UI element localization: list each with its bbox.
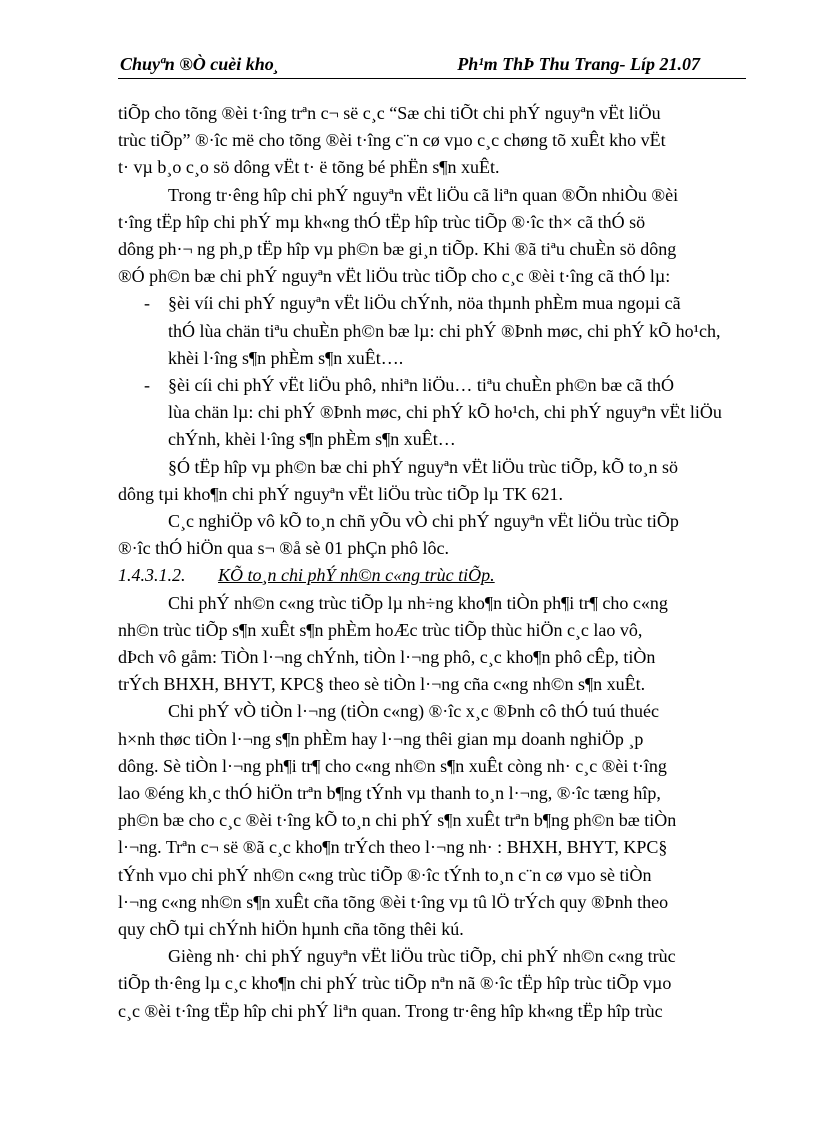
header-author: Ph¹m ThÞ Thu Trang- Líp 21.07: [457, 54, 700, 74]
text-line: Gièng nh· chi phÝ nguyªn vËt liÖu trùc tiÕp, chi phÝ nh©n c«ng trùc: [168, 946, 676, 967]
paragraph-6: [118, 698, 746, 943]
text-line: l·¬ng c«ng nh©n s¶n xuÊt cña tõng ®èi t·îng vµ tû lÖ trÝch quy ®Þnh theo: [118, 891, 669, 912]
text-line: §Ó tËp hîp vµ ph©n bæ chi phÝ nguyªn vËt liÖu trùc tiÕp, kÕ to¸n sö: [168, 456, 678, 477]
text-line: trùc tiÕp” ®·îc më cho tõng ®èi t·îng c¨n cø vµo c¸c chøng tõ xuÊt kho vËt: [118, 130, 666, 151]
paragraph-1: [118, 100, 746, 182]
text-line: h×nh thøc tiÒn l·¬ng s¶n phÈm hay l·¬ng thêi gian mµ doanh nghiÖp ¸p: [118, 728, 644, 749]
text-line: tiÕp th·êng lµ c¸c kho¶n chi phÝ trùc tiÕp nªn nã ®·îc tËp hîp trùc tiÕp vµo: [118, 973, 672, 994]
header-title: Chuyªn ®Ò cuèi kho¸: [120, 54, 280, 74]
text-line: lùa chän lµ: chi phÝ ®Þnh møc, chi phÝ kÕ ho¹ch, chi phÝ nguyªn vËt liÖu: [168, 402, 722, 423]
paragraph-7: [118, 943, 746, 1025]
text-line: nh©n trùc tiÕp s¶n xuÊt s¶n phÈm hoÆc trùc tiÕp thùc hiÖn c¸c lao vô,: [118, 619, 643, 640]
dash-icon: -: [144, 375, 150, 396]
text-line: lao ®éng kh¸c thÓ hiÖn trªn b¶ng tÝnh vµ thanh to¸n l·¬ng, ®·îc tæng hîp,: [118, 783, 661, 804]
text-line: ®·îc thÓ hiÖn qua s¬ ®å sè 01 phÇn phô lôc.: [118, 538, 449, 559]
text-line: dông. Sè tiÒn l·¬ng ph¶i tr¶ cho c«ng nh©n s¶n xuÊt còng nh· c¸c ®èi t·îng: [118, 755, 667, 776]
dash-icon: -: [144, 293, 150, 314]
section-heading: [118, 562, 746, 589]
text-line: tÝnh vµo chi phÝ nh©n c«ng trùc tiÕp ®·îc tÝnh to¸n c¨n cø vµo sè tiÒn: [118, 864, 652, 885]
text-line: §èi cíi chi phÝ vËt liÖu phô, nhiªn liÖu… tiªu chuÈn ph©n bæ cã thÓ: [168, 375, 675, 396]
text-line: t·îng tËp hîp chi phÝ mµ kh«ng thÓ tËp hîp trùc tiÕp ®·îc th× cã thÓ sö: [118, 211, 646, 232]
text-line: chÝnh, khèi l·îng s¶n phÈm s¶n xuÊt…: [168, 429, 456, 450]
document-body: [118, 100, 746, 1025]
text-line: l·¬ng. Trªn c¬ së ®ã c¸c kho¶n trÝch theo l·¬ng nh· : BHXH, BHYT, KPC§: [118, 837, 668, 858]
text-line: tiÕp cho tõng ®èi t·îng trªn c¬ së c¸c “Sæ chi tiÕt chi phÝ nguyªn vËt liÖu: [118, 103, 661, 123]
text-line: ®Ó ph©n bæ chi phÝ nguyªn vËt liÖu trùc tiÕp cho c¸c ®èi t·îng cã thÓ lµ:: [118, 266, 671, 287]
text-line: C¸c nghiÖp vô kÕ to¸n chñ yÕu vÒ chi phÝ nguyªn vËt liÖu trùc tiÕp: [168, 511, 679, 532]
section-number: 1.4.3.1.2.: [118, 565, 186, 586]
text-line: quy chÕ tµi chÝnh hiÖn hµnh cña tõng thêi kú.: [118, 919, 464, 940]
text-line: t· vµ b¸o c¸o sö dông vËt t· ë tõng bé phËn s¶n xuÊt.: [118, 157, 500, 178]
bullet-item-1: [118, 290, 746, 372]
text-line: khèi l·îng s¶n phÈm s¶n xuÊt….: [168, 347, 404, 368]
text-line: dông tµi kho¶n chi phÝ nguyªn vËt liÖu trùc tiÕp lµ TK 621.: [118, 483, 564, 504]
text-line: dÞch vô gåm: TiÒn l·¬ng chÝnh, tiÒn l·¬ng phô, c¸c kho¶n phô cÊp, tiÒn: [118, 647, 656, 668]
paragraph-2: [118, 182, 746, 291]
text-line: §èi víi chi phÝ nguyªn vËt liÖu chÝnh, nöa thµnh phÈm mua ngoµi cã: [168, 293, 681, 314]
section-title: KÕ to¸n chi phÝ nh©n c«ng trùc tiÕp.: [218, 565, 495, 586]
page-header: [118, 52, 746, 79]
paragraph-4: [118, 508, 746, 562]
text-line: c¸c ®èi t·îng tËp hîp chi phÝ liªn quan. Trong tr·êng hîp kh«ng tËp hîp trùc: [118, 1000, 663, 1021]
text-line: ph©n bæ cho c¸c ®èi t·îng kÕ to¸n chi phÝ s¶n xuÊt trªn b¶ng ph©n bæ tiÒn: [118, 810, 677, 831]
text-line: Trong tr·êng hîp chi phÝ nguyªn vËt liÖu cã liªn quan ®Õn nhiÒu ®èi: [168, 184, 679, 205]
bullet-item-2: [118, 372, 746, 454]
text-line: Chi phÝ vÒ tiÒn l·¬ng (tiÒn c«ng) ®·îc x¸c ®Þnh cô thÓ tuú thuéc: [168, 701, 659, 722]
text-line: dông ph·¬ ng ph¸p tËp hîp vµ ph©n bæ gi¸n tiÕp. Khi ®ã tiªu chuÈn sö dông: [118, 239, 677, 260]
paragraph-5: [118, 590, 746, 699]
paragraph-3: [118, 454, 746, 508]
text-line: trÝch BHXH, BHYT, KPC§ theo sè tiÒn l·¬ng cña c«ng nh©n s¶n xuÊt.: [118, 674, 646, 695]
text-line: Chi phÝ nh©n c«ng trùc tiÕp lµ nh÷ng kho¶n tiÒn ph¶i tr¶ cho c«ng: [168, 592, 668, 613]
text-line: thÓ lùa chän tiªu chuÈn ph©n bæ lµ: chi phÝ ®Þnh møc, chi phÝ kÕ ho¹ch,: [168, 320, 721, 341]
